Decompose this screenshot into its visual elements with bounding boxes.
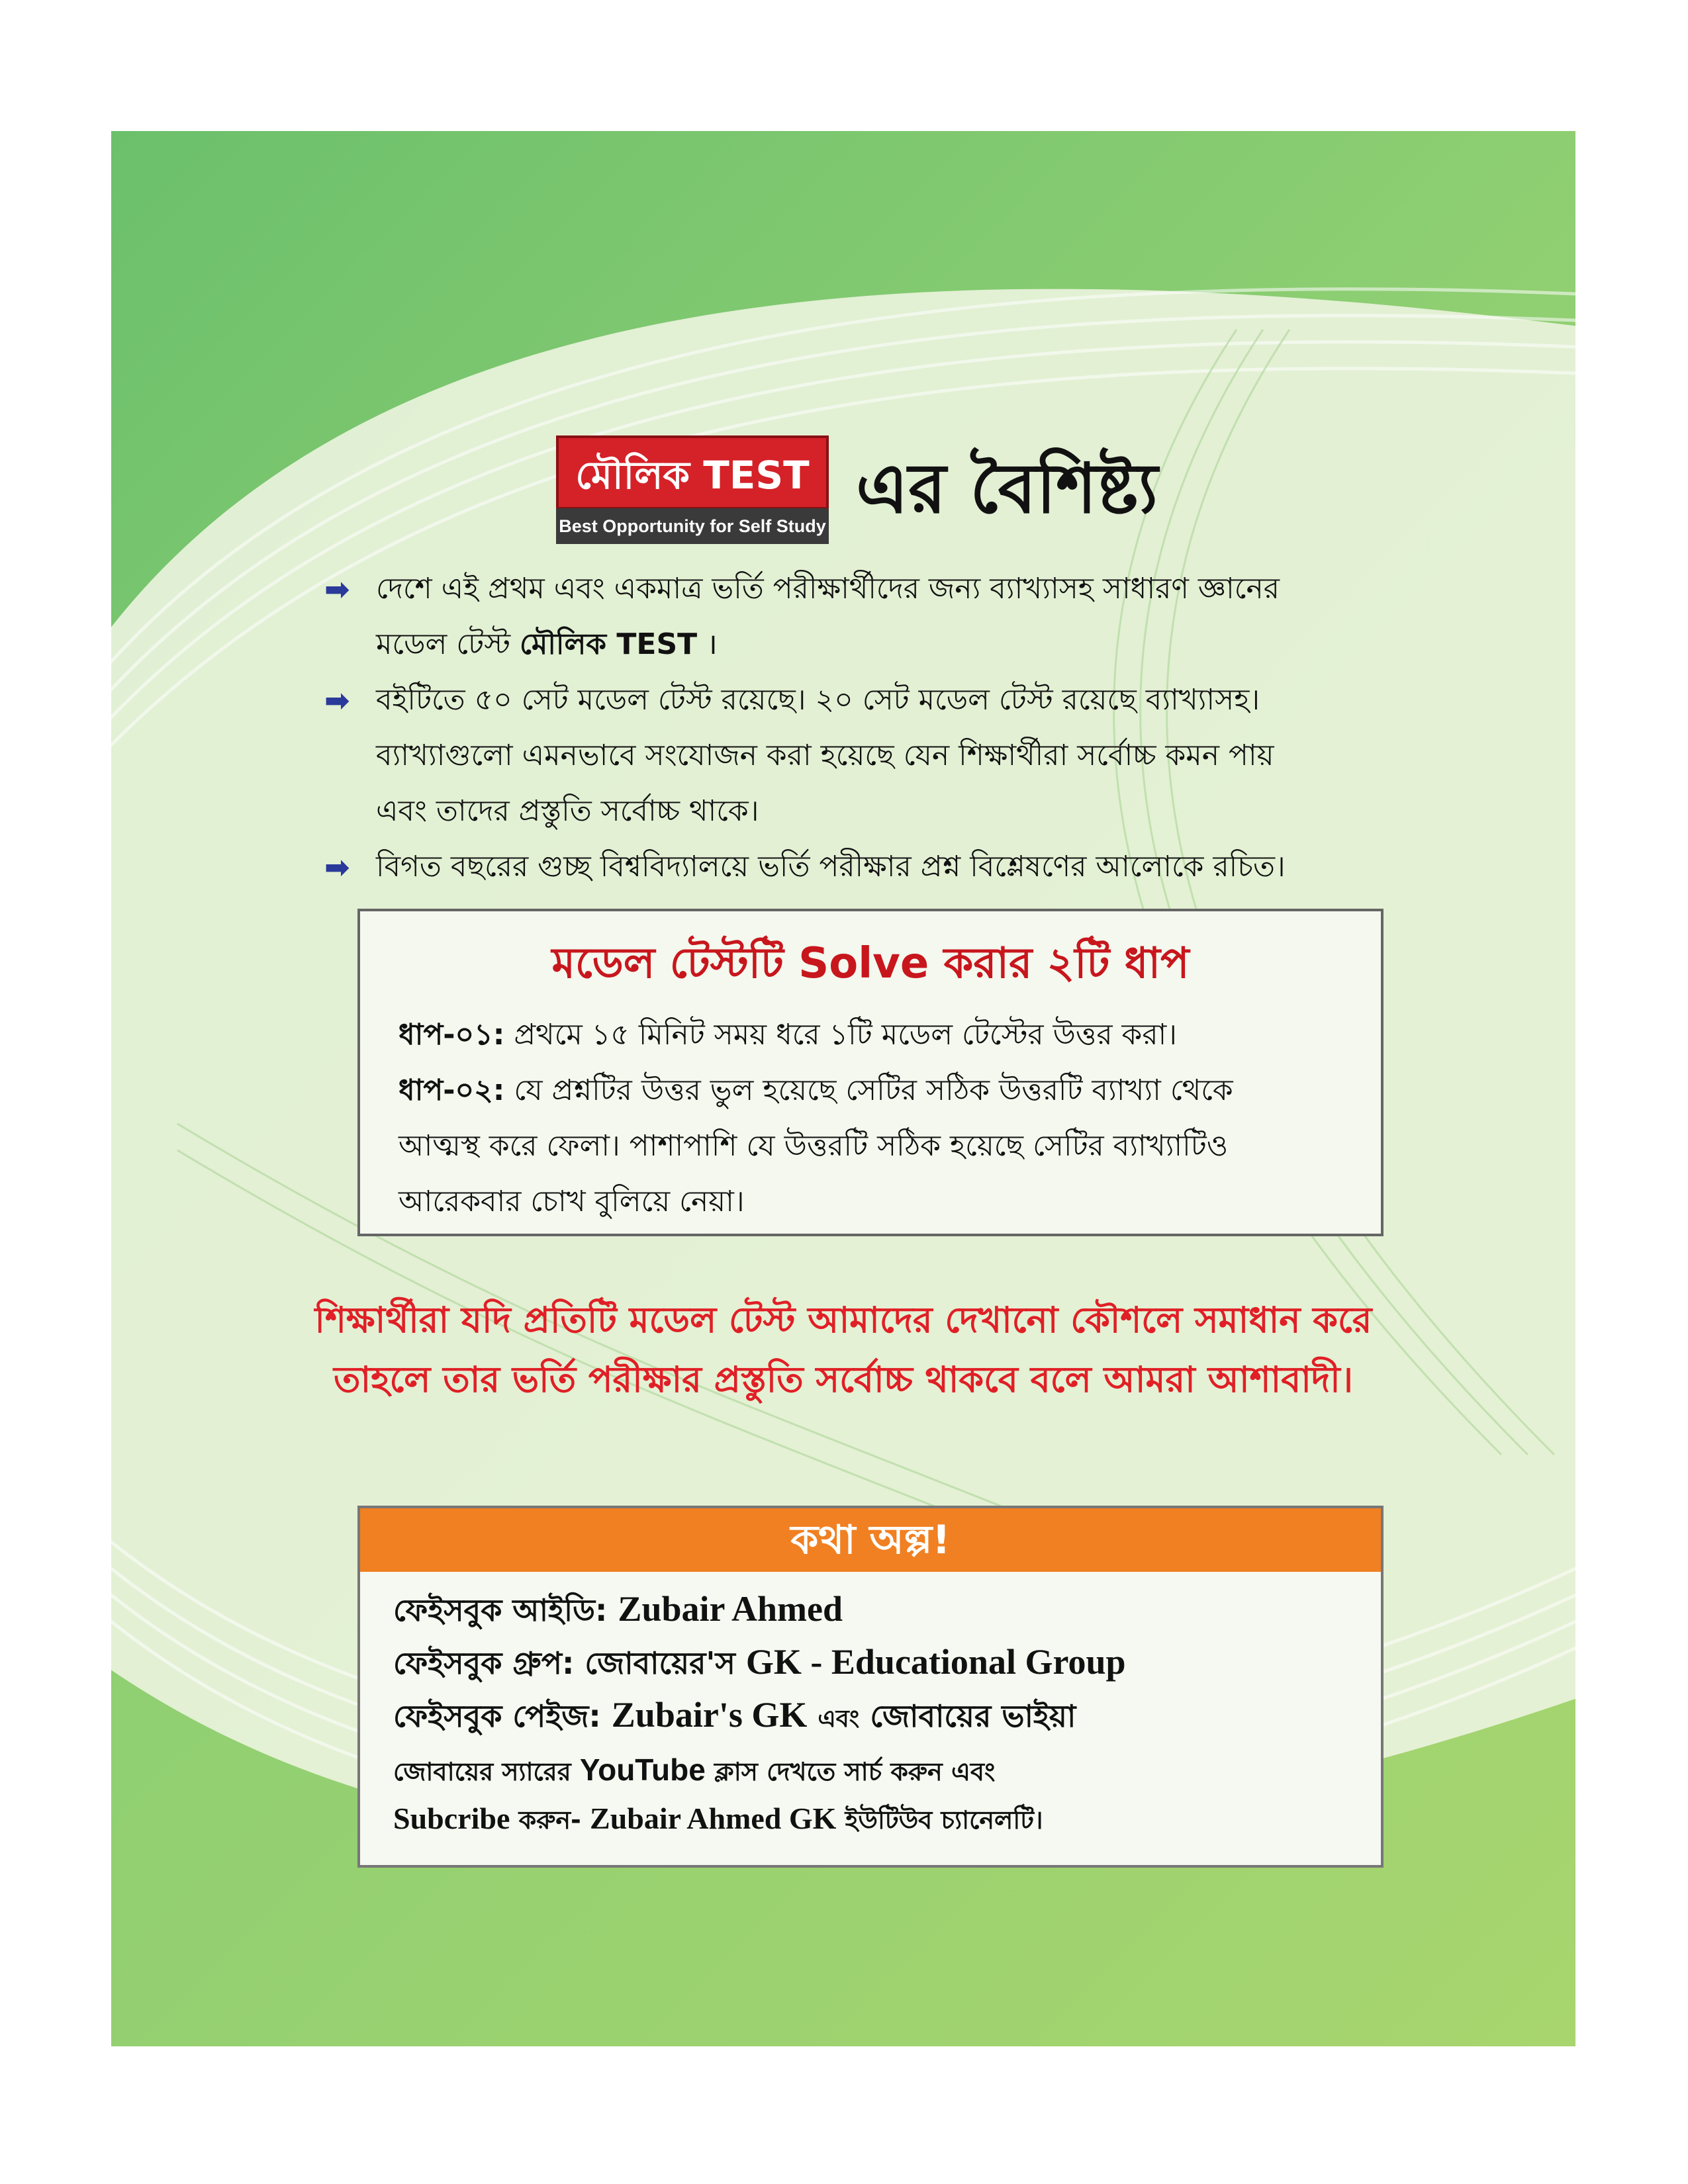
feature-2-line-2: ব্যাখ্যাগুলো এমনভাবে সংযোজন করা হয়েছে যেন শিক্ষার্থীরা সর্বোচ্চ কমন পায় bbox=[376, 739, 1274, 772]
facebook-page-line bbox=[393, 1694, 1076, 1744]
youtube-line bbox=[393, 1752, 995, 1795]
logo bbox=[556, 435, 829, 544]
step-2-line-1: যে প্রশ্নটির উত্তর ভুল হয়েছে সেটির সঠিক উত্তরটি ব্যাখ্যা থেকে bbox=[514, 1073, 1233, 1107]
facebook-group-label: ফেইসবুক গ্রুপ: bbox=[393, 1645, 575, 1681]
step-2-label: ধাপ-০২: bbox=[399, 1073, 505, 1107]
contact-box bbox=[357, 1506, 1383, 1868]
feature-arrow-icon: ➡ bbox=[324, 849, 350, 885]
page-card bbox=[111, 131, 1575, 2046]
feature-1-line-2: মডেল টেস্ট মৌলিক TEST । bbox=[376, 627, 718, 661]
facebook-group-bn: জোবায়ের'স bbox=[585, 1645, 735, 1681]
subscribe-end: ইউটিউব চ্যানেলটি। bbox=[845, 1805, 1043, 1835]
steps-title: মডেল টেস্টটি Solve করার ২টি ধাপ bbox=[551, 939, 1190, 988]
step-2-line-2: আত্মস্থ করে ফেলা। পাশাপাশি যে উত্তরটি সঠিক হয়েছে সেটির ব্যাখ্যাটিও bbox=[399, 1129, 1229, 1163]
facebook-page-value: Zubair's GK bbox=[611, 1695, 808, 1735]
feature-arrow-icon: ➡ bbox=[324, 571, 350, 607]
feature-item-2 bbox=[376, 672, 1528, 839]
facebook-group-line bbox=[393, 1641, 1126, 1691]
feature-2-line-3: এবং তাদের প্রস্তুতি সর্বোচ্চ থাকে। bbox=[376, 794, 759, 828]
youtube-pre: জোবায়ের স্যারের bbox=[393, 1757, 571, 1786]
logo-tagline: Best Opportunity for Self Study bbox=[556, 508, 829, 544]
youtube-post: ক্লাস দেখতে সার্চ করুন এবং bbox=[714, 1757, 996, 1786]
steps-box bbox=[357, 909, 1383, 1236]
feature-item-1 bbox=[376, 561, 1528, 672]
subscribe-channel: Zubair Ahmed GK bbox=[590, 1801, 837, 1835]
facebook-id-line bbox=[393, 1588, 843, 1638]
feature-item-3 bbox=[376, 839, 1528, 895]
facebook-id-label: ফেইসবুক আইডি: bbox=[393, 1592, 608, 1628]
facebook-id-value: Zubair Ahmed bbox=[618, 1589, 843, 1629]
contact-title: কথা অল্প! bbox=[360, 1508, 1381, 1572]
feature-3-line-1: বিগত বছরের গুচ্ছ বিশ্ববিদ্যালয়ে ভর্তি পরীক্ষার প্রশ্ন বিশ্লেষণের আলোকে রচিত। bbox=[376, 850, 1286, 884]
feature-1-bold: মৌলিক TEST bbox=[520, 627, 698, 661]
subscribe-mid: করুন- bbox=[518, 1805, 581, 1835]
logo-name: মৌলিক TEST bbox=[556, 435, 829, 510]
message-line-1: শিক্ষার্থীরা যদি প্রতিটি মডেল টেস্ট আমাদের দেখানো কৌশলে সমাধান করে bbox=[314, 1299, 1372, 1341]
youtube-brand: YouTube bbox=[579, 1752, 706, 1787]
facebook-page-label: ফেইসবুক পেইজ: bbox=[393, 1698, 601, 1734]
message-line-2: তাহলে তার ভর্তি পরীক্ষার প্রস্তুতি সর্বোচ্চ থাকবে বলে আমরা আশাবাদী। bbox=[333, 1359, 1354, 1400]
subscribe-word: Subcribe bbox=[393, 1801, 510, 1835]
subscribe-line bbox=[393, 1801, 1043, 1843]
step-1 bbox=[399, 1007, 1352, 1063]
facebook-group-en: GK - Educational Group bbox=[745, 1642, 1126, 1682]
step-2 bbox=[399, 1063, 1352, 1230]
feature-1-line-1: দেশে এই প্রথম এবং একমাত্র ভর্তি পরীক্ষার্থীদের জন্য ব্যাখ্যাসহ সাধারণ জ্ঞানের bbox=[376, 572, 1280, 606]
feature-2-line-1: বইটিতে ৫০ সেট মডেল টেস্ট রয়েছে। ২০ সেট মডেল টেস্ট রয়েছে ব্যাখ্যাসহ। bbox=[376, 683, 1260, 717]
facebook-page-alt: জোবায়ের ভাইয়া bbox=[870, 1698, 1076, 1734]
step-1-label: ধাপ-০১: bbox=[399, 1018, 505, 1052]
step-1-text: প্রথমে ১৫ মিনিট সময় ধরে ১টি মডেল টেস্টের উত্তর করা। bbox=[514, 1018, 1178, 1052]
facebook-page-and: এবং bbox=[818, 1706, 860, 1733]
page-heading: এর বৈশিষ্ট্য bbox=[856, 448, 1158, 529]
step-2-line-3: আরেকবার চোখ বুলিয়ে নেয়া। bbox=[399, 1185, 745, 1218]
feature-arrow-icon: ➡ bbox=[324, 682, 350, 718]
